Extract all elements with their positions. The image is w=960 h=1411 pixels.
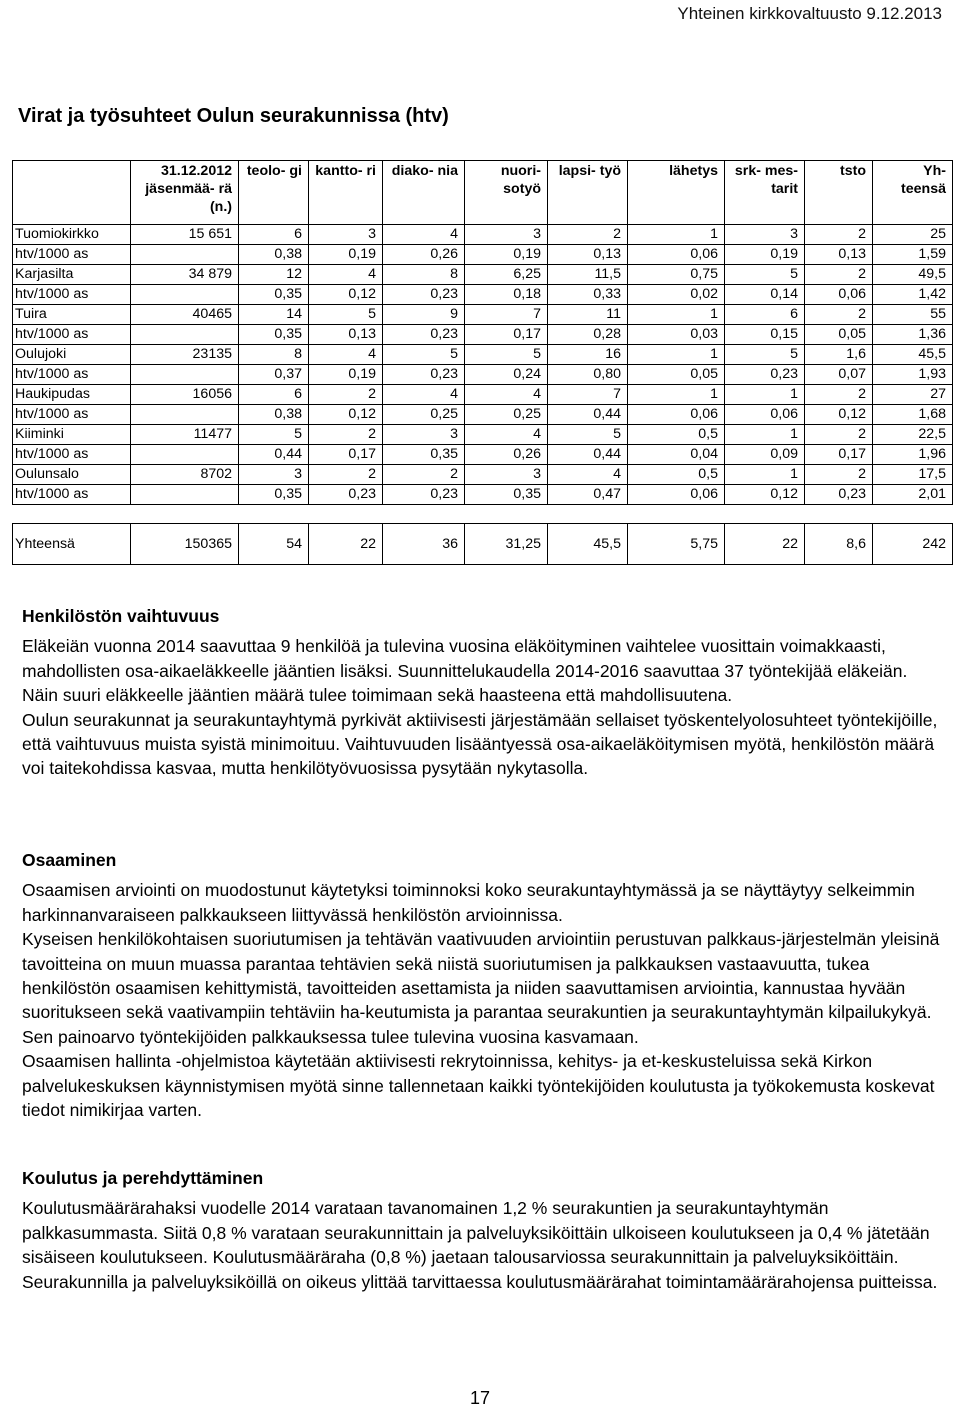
table-cell: 3 bbox=[383, 425, 465, 445]
table-cell: 1,96 bbox=[873, 445, 953, 465]
table-cell bbox=[131, 245, 239, 265]
table-cell: 2 bbox=[309, 385, 383, 405]
table-cell: 0,19 bbox=[309, 245, 383, 265]
table-cell: 31,25 bbox=[465, 524, 548, 565]
table-cell: 2 bbox=[805, 425, 873, 445]
table-cell: 5 bbox=[239, 425, 309, 445]
table-cell: 0,17 bbox=[805, 445, 873, 465]
table-cell: 15 651 bbox=[131, 225, 239, 245]
table-cell: 16056 bbox=[131, 385, 239, 405]
table-cell: 4 bbox=[465, 385, 548, 405]
table-cell: 2 bbox=[548, 225, 628, 245]
table-cell: 55 bbox=[873, 305, 953, 325]
header-cell bbox=[13, 161, 131, 225]
table-row bbox=[13, 485, 953, 505]
header-cell: diako- nia bbox=[383, 161, 465, 225]
table-cell bbox=[131, 325, 239, 345]
header-cell: teolo- gi bbox=[239, 161, 309, 225]
row-label-cell: htv/1000 as bbox=[13, 445, 131, 465]
table-cell: 11 bbox=[548, 305, 628, 325]
table-cell: 5 bbox=[465, 345, 548, 365]
header-cell: srk- mes- tarit bbox=[725, 161, 805, 225]
table-cell: 36 bbox=[383, 524, 465, 565]
table-cell: 5 bbox=[548, 425, 628, 445]
table-cell: 9 bbox=[383, 305, 465, 325]
table-cell: 11,5 bbox=[548, 265, 628, 285]
table-cell: 0,23 bbox=[383, 365, 465, 385]
table-cell: 1,36 bbox=[873, 325, 953, 345]
table-cell: 0,35 bbox=[239, 285, 309, 305]
row-label-cell: Oulunsalo bbox=[13, 465, 131, 485]
section-training bbox=[22, 1166, 942, 1294]
table-spacer-row bbox=[13, 505, 953, 524]
table-cell: 2 bbox=[309, 465, 383, 485]
table-cell: 0,35 bbox=[239, 485, 309, 505]
table-cell: 2 bbox=[309, 425, 383, 445]
table-cell bbox=[131, 445, 239, 465]
row-label-cell: htv/1000 as bbox=[13, 325, 131, 345]
table-row bbox=[13, 345, 953, 365]
table-cell: 6,25 bbox=[465, 265, 548, 285]
table-cell: 16 bbox=[548, 345, 628, 365]
table-cell: 2,01 bbox=[873, 485, 953, 505]
table-cell: 0,38 bbox=[239, 405, 309, 425]
spacer-cell bbox=[131, 505, 239, 524]
table-total-row bbox=[13, 524, 953, 565]
table-cell: 1 bbox=[725, 425, 805, 445]
table-cell: 1 bbox=[628, 305, 725, 325]
table-cell: 22 bbox=[309, 524, 383, 565]
table-cell: 0,15 bbox=[725, 325, 805, 345]
table-cell: 1,93 bbox=[873, 365, 953, 385]
table-cell: 45,5 bbox=[873, 345, 953, 365]
table-cell: 0,35 bbox=[465, 485, 548, 505]
table-cell: 0,17 bbox=[309, 445, 383, 465]
table-cell: 54 bbox=[239, 524, 309, 565]
table-cell bbox=[131, 485, 239, 505]
row-label-cell: Haukipudas bbox=[13, 385, 131, 405]
table-cell: 23135 bbox=[131, 345, 239, 365]
table-cell: 1,68 bbox=[873, 405, 953, 425]
header-cell: lähetys bbox=[628, 161, 725, 225]
table-cell: 0,37 bbox=[239, 365, 309, 385]
table-row bbox=[13, 265, 953, 285]
table-cell: 0,23 bbox=[309, 485, 383, 505]
table-cell: 22 bbox=[725, 524, 805, 565]
spacer-cell bbox=[383, 505, 465, 524]
table-cell: 1 bbox=[725, 385, 805, 405]
header-cell: tsto bbox=[805, 161, 873, 225]
table-cell: 0,75 bbox=[628, 265, 725, 285]
spacer-cell bbox=[805, 505, 873, 524]
table-row bbox=[13, 445, 953, 465]
table-cell: 6 bbox=[239, 225, 309, 245]
table-cell: 34 879 bbox=[131, 265, 239, 285]
table-cell: 7 bbox=[548, 385, 628, 405]
table-cell: 0,04 bbox=[628, 445, 725, 465]
document-header: Yhteinen kirkkovaltuusto 9.12.2013 bbox=[677, 4, 942, 23]
header-cell: nuori- sotyö bbox=[465, 161, 548, 225]
row-label-cell: htv/1000 as bbox=[13, 485, 131, 505]
table-cell: 4 bbox=[309, 345, 383, 365]
section-heading: Koulutus ja perehdyttäminen bbox=[22, 1168, 264, 1188]
paragraph: Osaamisen hallinta -ohjelmistoa käytetään aktiivisesti rekrytoinnissa, kehitys- ja et-keskusteluissa sekä Kirkon palvelukeskuksen käynnistymisen myötä sinne tallennetaan kaikki työntekijöiden koulutusta ja työkokemusta koskevat tiedot nimikirjaa varten. bbox=[22, 1051, 935, 1121]
table-cell: 8,6 bbox=[805, 524, 873, 565]
table-cell: 0,12 bbox=[309, 405, 383, 425]
table-cell bbox=[131, 405, 239, 425]
table-cell: 1,42 bbox=[873, 285, 953, 305]
table-cell: 3 bbox=[239, 465, 309, 485]
row-label-cell: Tuomiokirkko bbox=[13, 225, 131, 245]
table-cell: 0,5 bbox=[628, 425, 725, 445]
table-cell: 4 bbox=[309, 265, 383, 285]
table-cell: 150365 bbox=[131, 524, 239, 565]
header-cell: kantto- ri bbox=[309, 161, 383, 225]
table-cell: 0,23 bbox=[383, 285, 465, 305]
table-cell: 0,19 bbox=[465, 245, 548, 265]
table-cell: 0,47 bbox=[548, 485, 628, 505]
table-cell: 1 bbox=[628, 225, 725, 245]
table-cell: 0,26 bbox=[383, 245, 465, 265]
paragraph: Oulun seurakunnat ja seurakuntayhtymä pyrkivät aktiivisesti järjestämään sellaiset työskentelyolosuhteet työntekijöille, että vaihtuvuus muista syistä minimoituu. Vaihtuvuuden lisääntyessä osa-aikaeläköitymisen myötä, henkilöstön määrä voi taitekohdissa kasvaa, mutta henkilötyövuosissa pysytään nykytasolla. bbox=[22, 709, 938, 779]
table-row bbox=[13, 285, 953, 305]
table-cell: 0,12 bbox=[309, 285, 383, 305]
table-cell: 0,09 bbox=[725, 445, 805, 465]
table-cell: 0,06 bbox=[628, 485, 725, 505]
paragraph: Koulutusmäärärahaksi vuodelle 2014 varataan tavanomainen 1,2 % seurakuntien ja seurakuntayhtymän palkkasummasta. Siitä 0,8 % varataan seurakunnittain ja palveluyksiköittäin ulkoiseen koulutukseen ja 0,4 % jätetään sisäiseen koulutukseen. Koulutusmääräraha (0,8 %) jaetaan talousarviossa seurakunnittain ja palveluyksiköittäin. Seurakunnilla ja palveluyksiköillä on oikeus ylittää tarvittaessa koulutusmäärärahat toimintamäärärahojensa puitteissa. bbox=[22, 1198, 938, 1292]
table-cell: 25 bbox=[873, 225, 953, 245]
table-cell: 0,06 bbox=[805, 285, 873, 305]
section-heading: Henkilöstön vaihtuvuus bbox=[22, 606, 220, 626]
table-cell: 2 bbox=[383, 465, 465, 485]
table-cell: 4 bbox=[548, 465, 628, 485]
table-cell: 0,06 bbox=[628, 405, 725, 425]
table-cell: 0,5 bbox=[628, 465, 725, 485]
table-cell: 0,35 bbox=[239, 325, 309, 345]
paragraph: Osaamisen arviointi on muodostunut käytetyksi toiminnoksi koko seurakuntayhtymässä ja se näyttäytyy selkeimmin harkinnanvaraiseen palkkaukseen liittyvässä henkilöstön arvioinnissa. bbox=[22, 880, 915, 925]
table-cell: 0,25 bbox=[465, 405, 548, 425]
table-cell: 3 bbox=[309, 225, 383, 245]
table-row bbox=[13, 405, 953, 425]
row-label-cell: htv/1000 as bbox=[13, 245, 131, 265]
table-cell: 0,14 bbox=[725, 285, 805, 305]
table-cell: 1,6 bbox=[805, 345, 873, 365]
table-cell: 12 bbox=[239, 265, 309, 285]
table-cell: 0,23 bbox=[725, 365, 805, 385]
table-cell: 4 bbox=[383, 225, 465, 245]
row-label-cell: Karjasilta bbox=[13, 265, 131, 285]
spacer-cell bbox=[873, 505, 953, 524]
table-cell: 2 bbox=[805, 465, 873, 485]
row-label-cell: htv/1000 as bbox=[13, 285, 131, 305]
table-cell: 0,44 bbox=[548, 445, 628, 465]
table-cell: 6 bbox=[725, 305, 805, 325]
table-cell: 0,26 bbox=[465, 445, 548, 465]
table-cell: 8702 bbox=[131, 465, 239, 485]
table-cell: 14 bbox=[239, 305, 309, 325]
table-cell: 3 bbox=[725, 225, 805, 245]
table-cell: 0,07 bbox=[805, 365, 873, 385]
table-row bbox=[13, 245, 953, 265]
table-row bbox=[13, 225, 953, 245]
table-cell: 1 bbox=[628, 385, 725, 405]
table-cell: 7 bbox=[465, 305, 548, 325]
table-row bbox=[13, 365, 953, 385]
table-row bbox=[13, 325, 953, 345]
section-turnover bbox=[22, 604, 942, 781]
table-cell: 17,5 bbox=[873, 465, 953, 485]
table-cell: 0,18 bbox=[465, 285, 548, 305]
table-cell: 242 bbox=[873, 524, 953, 565]
header-cell: 31.12.2012 jäsenmää- rä (n.) bbox=[131, 161, 239, 225]
table-cell: 0,02 bbox=[628, 285, 725, 305]
table-cell: 5 bbox=[383, 345, 465, 365]
document-title: Virat ja työsuhteet Oulun seurakunnissa (htv) bbox=[18, 105, 449, 127]
table-cell: 45,5 bbox=[548, 524, 628, 565]
table-cell: 2 bbox=[805, 305, 873, 325]
table-cell: 0,33 bbox=[548, 285, 628, 305]
spacer-cell bbox=[13, 505, 131, 524]
table-cell: 0,06 bbox=[628, 245, 725, 265]
table-cell: 0,44 bbox=[239, 445, 309, 465]
table-cell: 27 bbox=[873, 385, 953, 405]
table-cell: 0,44 bbox=[548, 405, 628, 425]
table-row bbox=[13, 305, 953, 325]
spacer-cell bbox=[309, 505, 383, 524]
table-cell: 2 bbox=[805, 265, 873, 285]
table-cell: 0,28 bbox=[548, 325, 628, 345]
spacer-cell bbox=[628, 505, 725, 524]
row-label-cell: Yhteensä bbox=[13, 524, 131, 565]
table-cell: 0,03 bbox=[628, 325, 725, 345]
table-cell: 49,5 bbox=[873, 265, 953, 285]
section-heading: Osaaminen bbox=[22, 850, 117, 870]
table-cell: 40465 bbox=[131, 305, 239, 325]
table-row bbox=[13, 425, 953, 445]
table-cell: 1,59 bbox=[873, 245, 953, 265]
table-cell: 6 bbox=[239, 385, 309, 405]
spacer-cell bbox=[548, 505, 628, 524]
table-cell: 0,38 bbox=[239, 245, 309, 265]
table-cell: 5 bbox=[725, 345, 805, 365]
table-cell: 5 bbox=[725, 265, 805, 285]
table-cell: 0,13 bbox=[548, 245, 628, 265]
row-label-cell: Tuira bbox=[13, 305, 131, 325]
spacer-cell bbox=[725, 505, 805, 524]
table-cell: 1 bbox=[628, 345, 725, 365]
table-cell: 0,12 bbox=[725, 485, 805, 505]
table-cell: 8 bbox=[383, 265, 465, 285]
row-label-cell: Oulujoki bbox=[13, 345, 131, 365]
row-label-cell: htv/1000 as bbox=[13, 405, 131, 425]
spacer-cell bbox=[239, 505, 309, 524]
table-cell: 0,17 bbox=[465, 325, 548, 345]
table-cell: 0,05 bbox=[805, 325, 873, 345]
table-cell: 0,80 bbox=[548, 365, 628, 385]
row-label-cell: htv/1000 as bbox=[13, 365, 131, 385]
table-cell: 1 bbox=[725, 465, 805, 485]
table-cell: 3 bbox=[465, 225, 548, 245]
table-cell: 8 bbox=[239, 345, 309, 365]
table-cell: 5,75 bbox=[628, 524, 725, 565]
table-cell: 5 bbox=[309, 305, 383, 325]
table-cell: 0,35 bbox=[383, 445, 465, 465]
table-cell: 2 bbox=[805, 225, 873, 245]
table-cell: 0,06 bbox=[725, 405, 805, 425]
row-label-cell: Kiiminki bbox=[13, 425, 131, 445]
table-cell: 0,12 bbox=[805, 405, 873, 425]
table-header-row bbox=[13, 161, 953, 225]
table-cell: 0,19 bbox=[725, 245, 805, 265]
table-cell: 2 bbox=[805, 385, 873, 405]
paragraph: Eläkeiän vuonna 2014 saavuttaa 9 henkilöä ja tulevina vuosina eläköityminen vaihtelee vuosittain voimakkaasti, mahdollisten osa-aikaeläkkeelle jääntien lisäksi. Suunnittelukaudella 2014-2016 saavuttaa 37 työntekijää eläkeiän. Näin suuri eläkkeelle jääntien määrä tulee toimimaan sekä haasteena että mahdollisuutena. bbox=[22, 636, 908, 706]
table-row bbox=[13, 465, 953, 485]
table-cell: 11477 bbox=[131, 425, 239, 445]
table-cell: 0,25 bbox=[383, 405, 465, 425]
table-row bbox=[13, 385, 953, 405]
paragraph: Kyseisen henkilökohtaisen suoriutumisen ja tehtävän vaativuuden arviointiin perustuvan palkkaus-järjestelmän yleisinä tavoitteina on muun muassa parantaa tehtävien sekä niistä suoriutumisen ja palkkauksen vastaavuutta, tukea henkilöstön osaamisen kehittymistä, tavoitteiden asettamista ja niiden saavuttamisen arviointia, kannustaa hyvään suoritukseen sekä vaativampiin tehtäviin ha-keutumista ja parantaa seurakuntien ja seurakuntayhtymän kilpailukykyä. Sen painoarvo työntekijöiden palkkauksessa tulee tulevina vuosina kasvamaan. bbox=[22, 929, 940, 1047]
table-cell: 0,05 bbox=[628, 365, 725, 385]
table-cell: 0,23 bbox=[805, 485, 873, 505]
table-cell: 4 bbox=[465, 425, 548, 445]
page-number: 17 bbox=[469, 1388, 491, 1408]
section-competence bbox=[22, 848, 942, 1122]
table-cell bbox=[131, 285, 239, 305]
table-cell: 0,13 bbox=[805, 245, 873, 265]
header-cell: lapsi- työ bbox=[548, 161, 628, 225]
staff-table bbox=[12, 160, 953, 565]
table-cell: 0,23 bbox=[383, 485, 465, 505]
table-cell: 0,23 bbox=[383, 325, 465, 345]
table-cell bbox=[131, 365, 239, 385]
table-cell: 22,5 bbox=[873, 425, 953, 445]
table-cell: 3 bbox=[465, 465, 548, 485]
table-cell: 0,19 bbox=[309, 365, 383, 385]
table-cell: 0,13 bbox=[309, 325, 383, 345]
table-cell: 4 bbox=[383, 385, 465, 405]
table-cell: 0,24 bbox=[465, 365, 548, 385]
header-cell: Yh- teensä bbox=[873, 161, 953, 225]
spacer-cell bbox=[465, 505, 548, 524]
